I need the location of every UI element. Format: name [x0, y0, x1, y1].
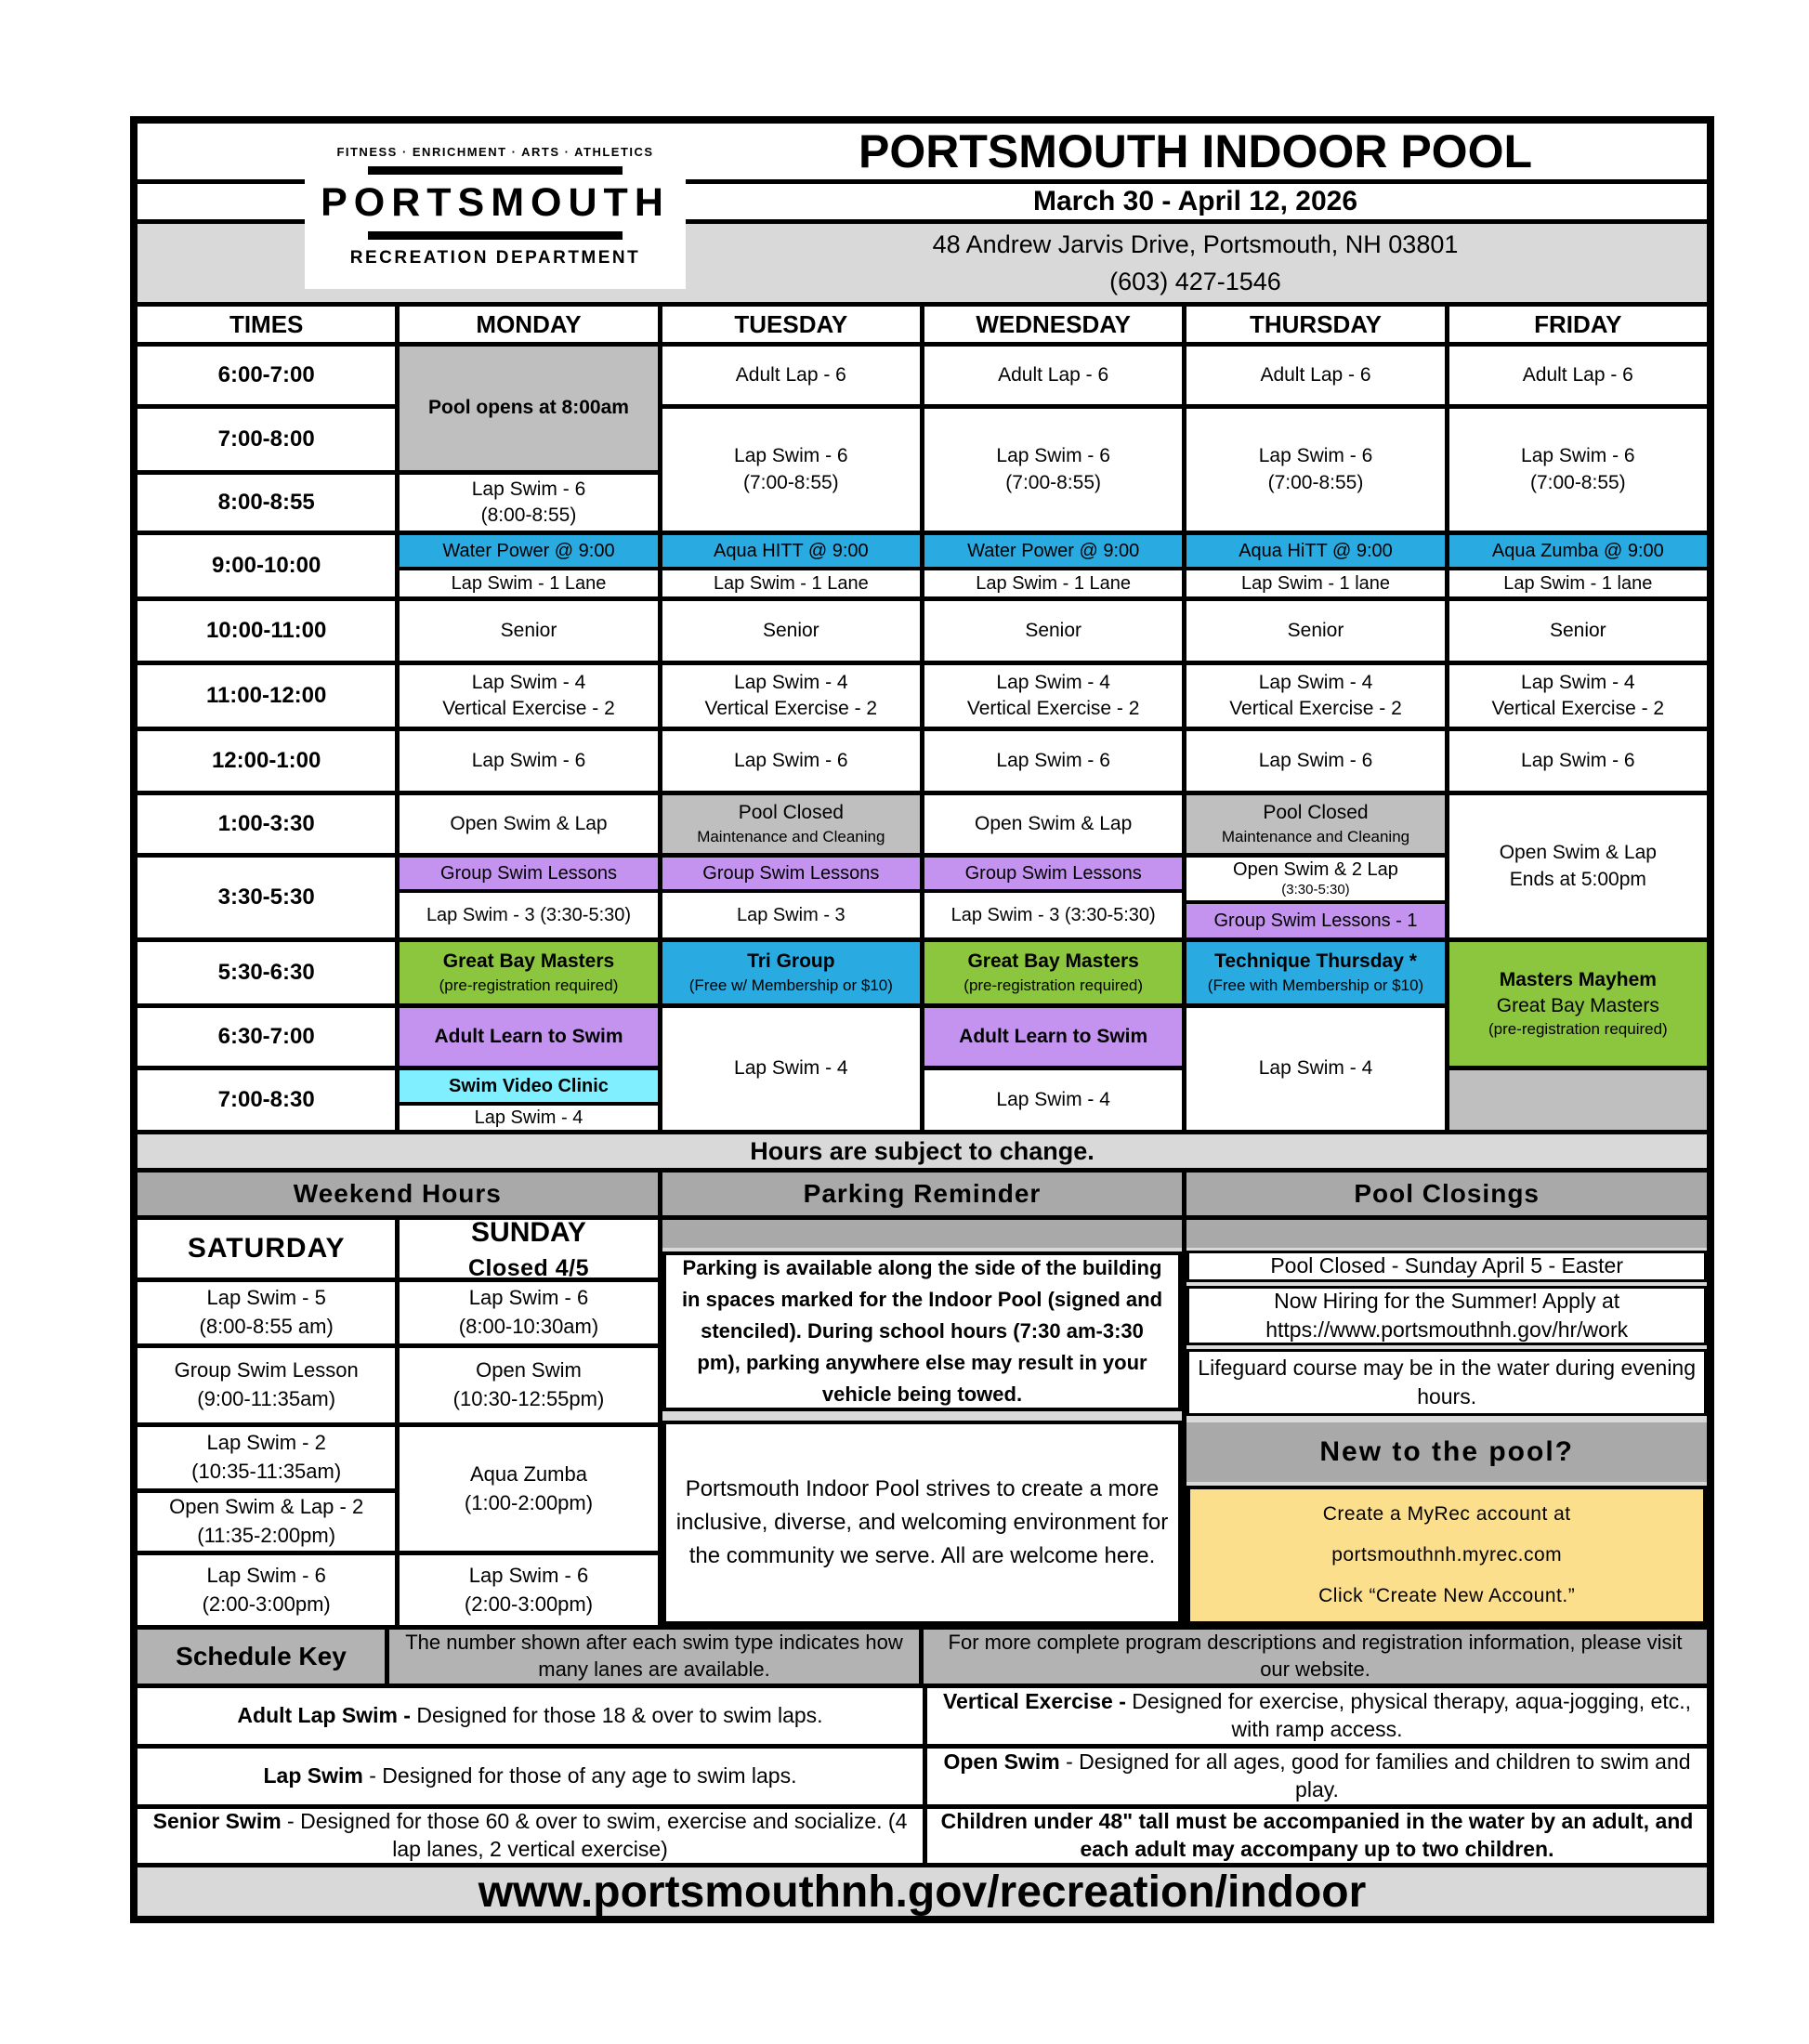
cell-line: Great Bay Masters [967, 950, 1139, 973]
column-header-tuesday: TUESDAY [662, 307, 920, 342]
closings-spacer-bar [1186, 1220, 1707, 1248]
def-term: Open Swim [943, 1749, 1060, 1775]
logo-department: RECREATION DEPARTMENT [349, 247, 641, 268]
cell-thu-aqua-hitt: Aqua HiTT @ 9:00 [1186, 535, 1444, 570]
cell-line: Group Swim Lesson [174, 1358, 359, 1382]
def-desc: - Designed for those 60 & over to swim, exercise and socialize. (4 lap lanes, 2 vertical exercise) [281, 1809, 908, 1861]
cell-tue-group-lessons: Group Swim Lessons [662, 858, 920, 893]
cell-mon-senior: Senior [400, 601, 657, 661]
cell-line: Lap Swim - 6 [734, 445, 848, 467]
schedule-key-label: Schedule Key [138, 1630, 385, 1684]
parking-section [662, 1220, 1183, 1625]
cell-tue-tri-group [662, 942, 920, 1003]
cell-subline: (7:00-8:55) [1529, 471, 1626, 493]
cell-subline: (7:00-8:55) [1005, 471, 1102, 493]
cell-tue-pool-closed [662, 795, 920, 853]
myrec-account-box [1186, 1486, 1707, 1625]
time-label-800-855: 8:00-8:55 [138, 475, 395, 531]
cell-subline: (pre-registration required) [439, 976, 619, 994]
column-header-thursday: THURSDAY [1186, 307, 1444, 342]
cell-thu-afterschool [1186, 858, 1444, 937]
cell-fri-senior: Senior [1449, 601, 1707, 661]
cell-line: Open Swim [476, 1358, 582, 1382]
cell-wed-senior: Senior [924, 601, 1182, 661]
def-text [940, 1749, 1694, 1804]
address-line: 48 Andrew Jarvis Drive, Portsmouth, NH 03801 [932, 229, 1459, 258]
cell-tue-adult-lap: Adult Lap - 6 [662, 347, 920, 404]
cell-tue-lap-4-late: Lap Swim - 4 [662, 1008, 920, 1130]
cell-line: Tri Group [747, 950, 835, 973]
cell-thu-lap-swim-morning [1186, 409, 1444, 531]
time-label-700-800: 7:00-8:00 [138, 409, 395, 470]
hiring-line: Now Hiring for the Summer! Apply at [1274, 1288, 1620, 1313]
cell-mon-great-bay-masters [400, 942, 657, 1003]
cell-mon-lap-3: Lap Swim - 3 (3:30-5:30) [400, 893, 657, 937]
cell-mon-open-swim: Open Swim & Lap [400, 795, 657, 853]
cell-mon-afterschool [400, 858, 657, 937]
cell-sat-group-swim-lesson [138, 1348, 395, 1422]
cell-thu-adult-lap: Adult Lap - 6 [1186, 347, 1444, 404]
children-supervision-note: Children under 48" tall must be accompanied in the water by an adult, and each adult may accompany up to two children. [927, 1809, 1707, 1863]
cell-fri-open-swim-ends-5 [1449, 795, 1707, 937]
cell-subline: (9:00-11:35am) [197, 1387, 336, 1410]
cell-mon-lap-swim-morning [400, 475, 657, 531]
cell-wed-lap-noon: Lap Swim - 6 [924, 731, 1182, 791]
cell-subline: (pre-registration required) [1488, 1020, 1668, 1039]
cell-fri-lap-vertical [1449, 665, 1707, 727]
cell-line: Lap Swim - 6 [468, 1563, 589, 1587]
def-term: Senior Swim [152, 1809, 282, 1834]
cell-line: Open Swim & Lap - 2 [169, 1495, 364, 1519]
cell-fri-lap-swim-morning [1449, 409, 1707, 531]
cell-subline: (2:00-3:00pm) [202, 1592, 331, 1616]
cell-sun-lap-swim-6-late [400, 1555, 657, 1625]
cell-fri-lap-1-lane: Lap Swim - 1 lane [1449, 570, 1707, 596]
cell-thu-lap-noon: Lap Swim - 6 [1186, 731, 1444, 791]
time-label-1200-100: 12:00-1:00 [138, 731, 395, 791]
time-label-330-530: 3:30-5:30 [138, 858, 395, 937]
column-header-monday: MONDAY [400, 307, 657, 342]
website-url-footer: www.portsmouthnh.gov/recreation/indoor [138, 1867, 1707, 1916]
parking-spacer-bar [662, 1220, 1183, 1248]
cell-wed-water-power: Water Power @ 9:00 [924, 535, 1182, 570]
flyer-header [138, 124, 1707, 302]
cell-subline: (1:00-2:00pm) [464, 1490, 594, 1514]
parking-notice: Parking is available along the side of the building in spaces marked for the Indoor Pool (signed and stenciled). During school hours (7:30 am-3:30 pm), parking anywhere else may result in your vehicle being towed. [662, 1251, 1183, 1411]
cell-thu-senior: Senior [1186, 601, 1444, 661]
time-label-700-830: 7:00-8:30 [138, 1070, 395, 1130]
cell-thu-group-lessons-1: Group Swim Lessons - 1 [1186, 904, 1444, 937]
cell-mon-lap-vertical [400, 665, 657, 727]
cell-wed-adult-lap: Adult Lap - 6 [924, 347, 1182, 404]
pool-schedule-flyer [130, 116, 1714, 1923]
cell-thu-lap-vertical [1186, 665, 1444, 727]
cell-line: Lap Swim - 4 [996, 671, 1110, 693]
cell-line: Lap Swim - 6 [468, 1286, 589, 1310]
column-header-wednesday: WEDNESDAY [924, 307, 1182, 342]
cell-sat-open-swim-lap-2 [138, 1493, 395, 1551]
cell-line: Vertical Exercise - 2 [1491, 698, 1665, 719]
def-desc: - Designed for those of any age to swim laps. [362, 1763, 797, 1788]
cell-line: Lap Swim - 5 [206, 1286, 326, 1310]
time-label-900-1000: 9:00-10:00 [138, 535, 395, 596]
cell-subline: (Free w/ Membership or $10) [688, 976, 893, 994]
cell-line: Great Bay Masters [1496, 995, 1659, 1017]
cell-mon-swim-video-clinic: Swim Video Clinic [400, 1070, 657, 1106]
phone-number: (603) 427-1546 [1109, 268, 1281, 295]
cell-wed-open-swim: Open Swim & Lap [924, 795, 1182, 853]
cell-subline: (2:00-3:00pm) [464, 1592, 594, 1616]
cell-subline: (11:35-2:00pm) [197, 1524, 336, 1547]
cell-subline: (8:00-10:30am) [458, 1315, 599, 1338]
website-note: For more complete program descriptions and registration information, please visit our website. [924, 1630, 1707, 1684]
cell-fri-aqua-zumba: Aqua Zumba @ 9:00 [1449, 535, 1707, 570]
time-label-1100-1200: 11:00-12:00 [138, 665, 395, 727]
column-header-times: TIMES [138, 307, 395, 342]
cell-subline: (8:00-8:55 am) [199, 1315, 334, 1338]
date-range: March 30 - April 12, 2026 [138, 184, 1707, 219]
cell-thu-pool-closed [1186, 795, 1444, 853]
cell-subline: (7:00-8:55) [742, 471, 839, 493]
section-header-parking-reminder: Parking Reminder [662, 1173, 1183, 1215]
sunday-closed-note: Closed 4/5 [467, 1254, 590, 1281]
def-text [940, 1688, 1694, 1744]
cell-wed-adult-learn-to-swim: Adult Learn to Swim [924, 1008, 1182, 1066]
section-header-weekend-hours: Weekend Hours [138, 1173, 658, 1215]
definition-row-1 [138, 1688, 1707, 1744]
cell-sun-lap-swim-6 [400, 1282, 657, 1343]
cell-subline: (8:00-8:55) [480, 504, 577, 526]
cell-line: Vertical Exercise - 2 [966, 698, 1140, 719]
hiring-note [1186, 1286, 1707, 1345]
cell-tue-aqua-hitt: Aqua HITT @ 9:00 [662, 535, 920, 570]
cell-line: Lap Swim - 6 [471, 478, 586, 500]
cell-line: Pool Closed [1263, 802, 1369, 824]
cell-subline: (pre-registration required) [963, 976, 1144, 994]
cell-fri-adult-lap: Adult Lap - 6 [1449, 347, 1707, 404]
cell-line: Lap Swim - 6 [1258, 445, 1373, 467]
page-title: PORTSMOUTH INDOOR POOL [138, 124, 1707, 179]
cell-subline: Maintenance and Cleaning [697, 827, 885, 845]
cell-mon-adult-learn-to-swim: Adult Learn to Swim [400, 1008, 657, 1066]
hours-note-banner: Hours are subject to change. [138, 1134, 1707, 1168]
cell-line: Great Bay Masters [442, 950, 615, 973]
cell-subline: Maintenance and Cleaning [1221, 827, 1410, 845]
cell-sun-aqua-zumba [400, 1427, 657, 1551]
cell-subline: (Free with Membership or $10) [1207, 976, 1424, 994]
section-header-pool-closings: Pool Closings [1186, 1173, 1707, 1215]
cell-line: Pool Closed [738, 802, 844, 824]
cell-line: Aqua Zumba [470, 1461, 587, 1486]
cell-thu-9am [1186, 535, 1444, 596]
myrec-line: Create a MyRec account at [1322, 1502, 1571, 1525]
cell-tue-lap-3: Lap Swim - 3 [662, 893, 920, 937]
def-desc: Designed for exercise, physical therapy, aqua-jogging, etc., with ramp access. [1125, 1689, 1692, 1741]
def-term: Lap Swim [263, 1763, 363, 1788]
cell-line: Lap Swim - 6 [1521, 445, 1635, 467]
def-open-swim [927, 1749, 1707, 1804]
def-text [264, 1762, 797, 1790]
def-text [151, 1808, 910, 1864]
cell-mon-lap-noon: Lap Swim - 6 [400, 731, 657, 791]
cell-mon-lap-1-lane: Lap Swim - 1 Lane [400, 570, 657, 596]
myrec-url: portsmouthnh.myrec.com [1331, 1543, 1563, 1566]
hiring-url: https://www.portsmouthnh.gov/hr/work [1265, 1317, 1629, 1342]
cell-line: Lap Swim - 2 [206, 1431, 326, 1455]
closing-easter-note: Pool Closed - Sunday April 5 - Easter [1186, 1251, 1707, 1282]
day-header-row [138, 307, 1707, 342]
weekend-schedule-grid [138, 1216, 658, 1625]
cell-fri-empty [1449, 1070, 1707, 1130]
cell-line: Vertical Exercise - 2 [704, 698, 878, 719]
cell-line: Lap Swim - 4 [1521, 671, 1635, 693]
definition-row-2 [138, 1749, 1707, 1804]
cell-thu-open-swim-2-lap [1186, 858, 1444, 904]
cell-subline: (3:30-5:30) [1281, 882, 1350, 898]
cell-mon-lap-4-late: Lap Swim - 4 [400, 1106, 657, 1130]
schedule-key-row [138, 1630, 1707, 1684]
time-label-630-700: 6:30-7:00 [138, 1008, 395, 1066]
logo-tagline: FITNESS · ENRICHMENT · ARTS · ATHLETICS [336, 144, 654, 159]
logo-name: PORTSMOUTH [321, 179, 670, 225]
lifeguard-note: Lifeguard course may be in the water during evening hours. [1186, 1349, 1707, 1416]
recreation-department-logo [305, 124, 686, 289]
def-adult-lap-swim [138, 1688, 923, 1744]
cell-line: Vertical Exercise - 2 [442, 698, 615, 719]
cell-line: Ends at 5:00pm [1509, 868, 1646, 890]
def-term: Adult Lap Swim - [237, 1703, 411, 1728]
cell-thu-technique-thursday [1186, 942, 1444, 1003]
cell-line: Masters Mayhem [1499, 968, 1657, 990]
cell-tue-afterschool [662, 858, 920, 937]
cell-line: Open Swim & 2 Lap [1233, 859, 1398, 881]
def-lap-swim [138, 1749, 923, 1804]
cell-line: Lap Swim - 4 [734, 671, 848, 693]
cell-wed-9am [924, 535, 1182, 596]
cell-mon-group-lessons: Group Swim Lessons [400, 858, 657, 893]
cell-wed-lap-vertical [924, 665, 1182, 727]
cell-mon-pool-opens: Pool opens at 8:00am [400, 347, 657, 470]
cell-tue-lap-vertical [662, 665, 920, 727]
logo-divider-bar [368, 166, 623, 175]
pool-closings-section [1186, 1220, 1707, 1625]
def-desc: Designed for those 18 & over to swim laps. [410, 1703, 823, 1728]
def-vertical-exercise [927, 1688, 1707, 1744]
cell-line: Vertical Exercise - 2 [1229, 698, 1402, 719]
cell-line: Lap Swim - 6 [206, 1563, 326, 1587]
logo-divider-bar [368, 231, 623, 240]
cell-sat-lap-swim-6 [138, 1555, 395, 1625]
cell-sat-lap-swim-5 [138, 1282, 395, 1343]
cell-wed-group-lessons: Group Swim Lessons [924, 858, 1182, 893]
cell-mon-9am [400, 535, 657, 596]
cell-wed-lap-swim-morning [924, 409, 1182, 531]
cell-subline: (10:35-11:35am) [191, 1460, 342, 1483]
cell-wed-lap-3: Lap Swim - 3 (3:30-5:30) [924, 893, 1182, 937]
cell-mon-late [400, 1070, 657, 1130]
cell-subline: (10:30-12:55pm) [452, 1387, 605, 1410]
def-text [237, 1702, 822, 1730]
time-label-530-630: 5:30-6:30 [138, 942, 395, 1003]
cell-line: Technique Thursday * [1214, 950, 1417, 973]
cell-wed-lap-1-lane: Lap Swim - 1 Lane [924, 570, 1182, 596]
cell-wed-lap-4-late: Lap Swim - 4 [924, 1070, 1182, 1130]
cell-tue-lap-swim-morning [662, 409, 920, 531]
cell-wed-great-bay-masters [924, 942, 1182, 1003]
time-label-600-700: 6:00-7:00 [138, 347, 395, 404]
column-header-friday: FRIDAY [1449, 307, 1707, 342]
cell-tue-senior: Senior [662, 601, 920, 661]
inclusivity-statement: Portsmouth Indoor Pool strives to create a more inclusive, diverse, and welcoming environment for the community we serve. All are welcome here. [662, 1421, 1183, 1625]
cell-sat-lap-swim-2 [138, 1427, 395, 1488]
cell-tue-lap-noon: Lap Swim - 6 [662, 731, 920, 791]
cell-tue-9am [662, 535, 920, 596]
new-to-pool-header: New to the pool? [1186, 1422, 1707, 1482]
cell-sun-open-swim [400, 1348, 657, 1422]
cell-thu-lap-4-late: Lap Swim - 4 [1186, 1008, 1444, 1130]
cell-line: Lap Swim - 4 [1258, 671, 1373, 693]
section-header-row [138, 1173, 1707, 1215]
def-term: Vertical Exercise - [942, 1689, 1126, 1714]
lanes-note: The number shown after each swim type indicates how many lanes are available. [389, 1630, 919, 1684]
cell-line: Lap Swim - 6 [996, 445, 1110, 467]
sunday-header [400, 1216, 657, 1281]
myrec-line: Click “Create New Account.” [1318, 1585, 1576, 1607]
cell-mon-water-power: Water Power @ 9:00 [400, 535, 657, 570]
cell-wed-afterschool [924, 858, 1182, 937]
sunday-label: SUNDAY [471, 1216, 586, 1248]
cell-line: Lap Swim - 4 [471, 671, 586, 693]
cell-fri-masters-mayhem [1449, 942, 1707, 1066]
time-label-1000-1100: 10:00-11:00 [138, 601, 395, 661]
definition-row-3 [138, 1809, 1707, 1863]
weekday-schedule-grid [138, 347, 1707, 1130]
def-senior-swim [138, 1809, 923, 1863]
time-label-100-330: 1:00-3:30 [138, 795, 395, 853]
cell-subline: (7:00-8:55) [1267, 471, 1364, 493]
cell-line: Open Swim & Lap [1499, 842, 1657, 864]
cell-fri-lap-noon: Lap Swim - 6 [1449, 731, 1707, 791]
cell-thu-lap-1-lane: Lap Swim - 1 lane [1186, 570, 1444, 596]
cell-fri-9am [1449, 535, 1707, 596]
def-desc: - Designed for all ages, good for families and children to swim and play. [1059, 1749, 1691, 1802]
cell-tue-lap-1-lane: Lap Swim - 1 Lane [662, 570, 920, 596]
bottom-sections [138, 1216, 1707, 1625]
saturday-header: SATURDAY [138, 1220, 395, 1278]
